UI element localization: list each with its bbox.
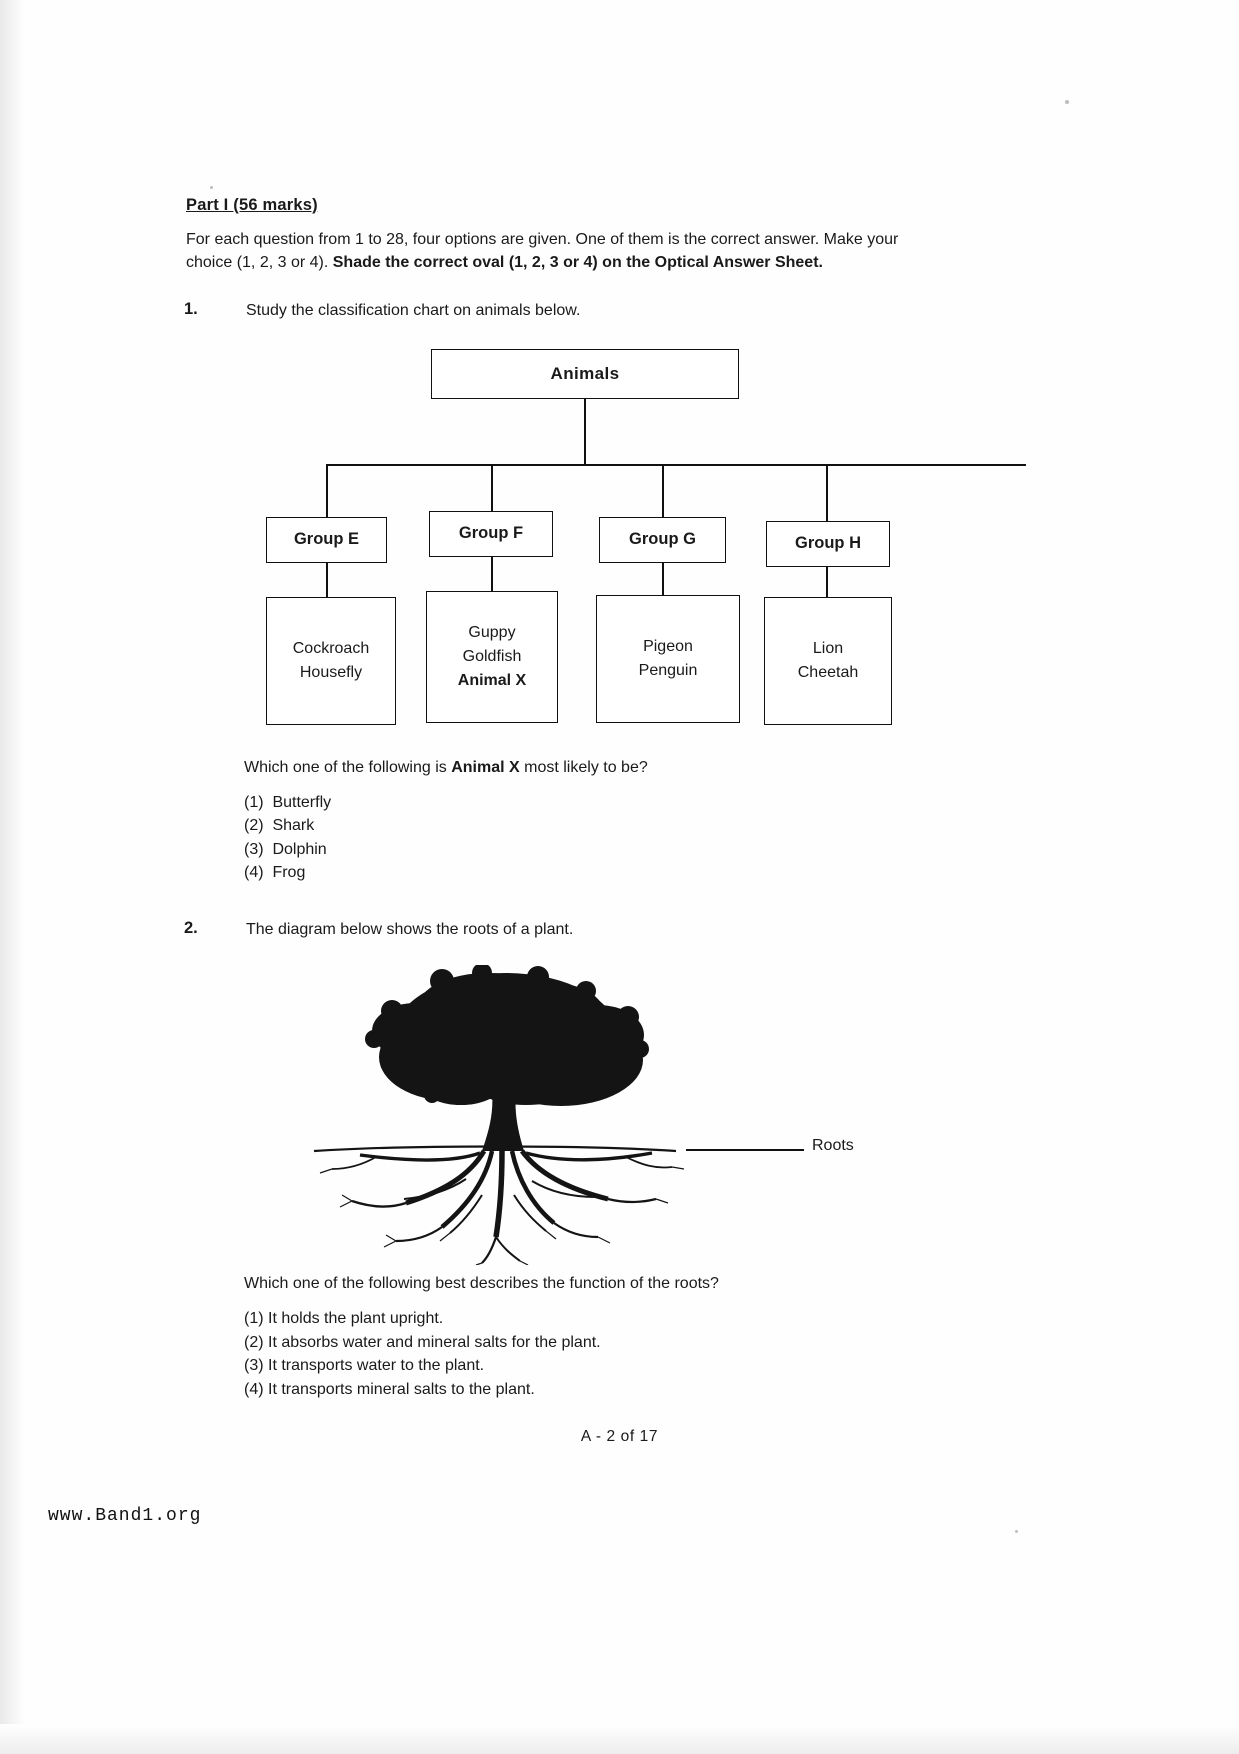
chart-members-g-line2: Penguin [638,661,698,679]
question-1-subquestion [244,759,946,777]
chart-members-h-line2: Cheetah [797,663,859,681]
question-1-sub-prefix: Which one of the following is [244,758,452,776]
roots-leader-line [686,1149,804,1151]
question-2-stem: The diagram below shows the roots of a plant. [246,920,574,938]
chart-connector-e-members [326,563,328,597]
question-2-sub-prefix: Which one of the following best describes the function of the roots? [244,1275,719,1293]
chart-group-h: Group H [766,521,890,567]
chart-group-e: Group E [266,517,387,563]
chart-group-g: Group G [599,517,726,563]
question-1-number: 1. [184,300,198,319]
chart-members-f [426,591,558,723]
chart-connector-e [326,464,328,518]
chart-members-g [596,595,740,723]
chart-connector-f [491,464,493,512]
scan-edge-left [0,0,26,1754]
chart-members-g-line1: Pigeon [643,637,693,655]
chart-connector-f-members [491,557,493,591]
instructions-bold-1: Shade the correct oval (1, 2, 3 or 4) on [332,253,622,271]
chart-group-f: Group F [429,511,553,557]
chart-connector-bus [326,464,1026,466]
chart-members-f-line2: Goldfish [462,647,522,665]
chart-connector-root [584,399,586,465]
question-1-option-1[interactable]: (1) Butterfly [244,793,332,811]
scan-edge-bottom [0,1724,1239,1754]
part-title: Part I (56 marks) [186,196,318,214]
question-2-option-3[interactable]: (3) It transports water to the plant. [244,1357,485,1375]
chart-members-e [266,597,396,725]
chart-connector-h [826,464,828,522]
question-2-subquestion [244,1275,946,1293]
scan-speck [1015,1530,1018,1533]
question-2-option-2[interactable]: (2) It absorbs water and mineral salts for the plant. [244,1333,601,1351]
question-1-sub-suffix: most likely to be? [519,758,648,776]
question-2-options [244,1307,946,1401]
chart-connector-h-members [826,567,828,597]
tree-roots-figure [256,965,876,1265]
question-2-option-4[interactable]: (4) It transports mineral salts to the plant. [244,1380,535,1398]
question-2 [186,919,946,1401]
page-footer: A - 2 of 17 [580,1428,659,1445]
scan-speck [1065,100,1069,104]
chart-members-h [764,597,892,725]
chart-connector-g [662,464,664,518]
page-content [186,196,946,1411]
question-2-number: 2. [184,918,198,937]
classification-chart [186,349,946,749]
chart-members-e-line1: Cockroach [292,639,370,657]
chart-root-box: Animals [431,349,739,399]
chart-connector-g-members [662,563,664,595]
chart-members-h-line1: Lion [812,639,844,657]
instructions [186,229,931,274]
instructions-bold-2: the Optical Answer Sheet. [626,253,823,271]
roots-label: Roots [812,1137,854,1155]
instructions-line-2: answer. Make your choice (1, 2, 3 or 4). [186,231,899,271]
chart-members-f-line1: Guppy [468,623,516,641]
chart-members-e-line2: Housefly [299,663,363,681]
scan-speck [210,186,213,189]
instructions-line-1: For each question from 1 to 28, four options are given. One of them is the correct [186,231,760,248]
question-1-options [244,791,946,885]
question-1-option-4[interactable]: (4) Frog [244,864,306,882]
question-1-sub-bold: Animal X [451,758,520,776]
question-1 [186,300,946,884]
question-1-stem: Study the classification chart on animals below. [246,302,581,320]
chart-members-f-animal-x: Animal X [457,671,527,689]
question-1-option-3[interactable]: (3) Dolphin [244,840,327,858]
watermark: www.Band1.org [48,1506,202,1526]
question-1-option-2[interactable]: (2) Shark [244,817,315,835]
tree-illustration-svg [256,965,876,1265]
question-2-option-1[interactable]: (1) It holds the plant upright. [244,1310,444,1328]
